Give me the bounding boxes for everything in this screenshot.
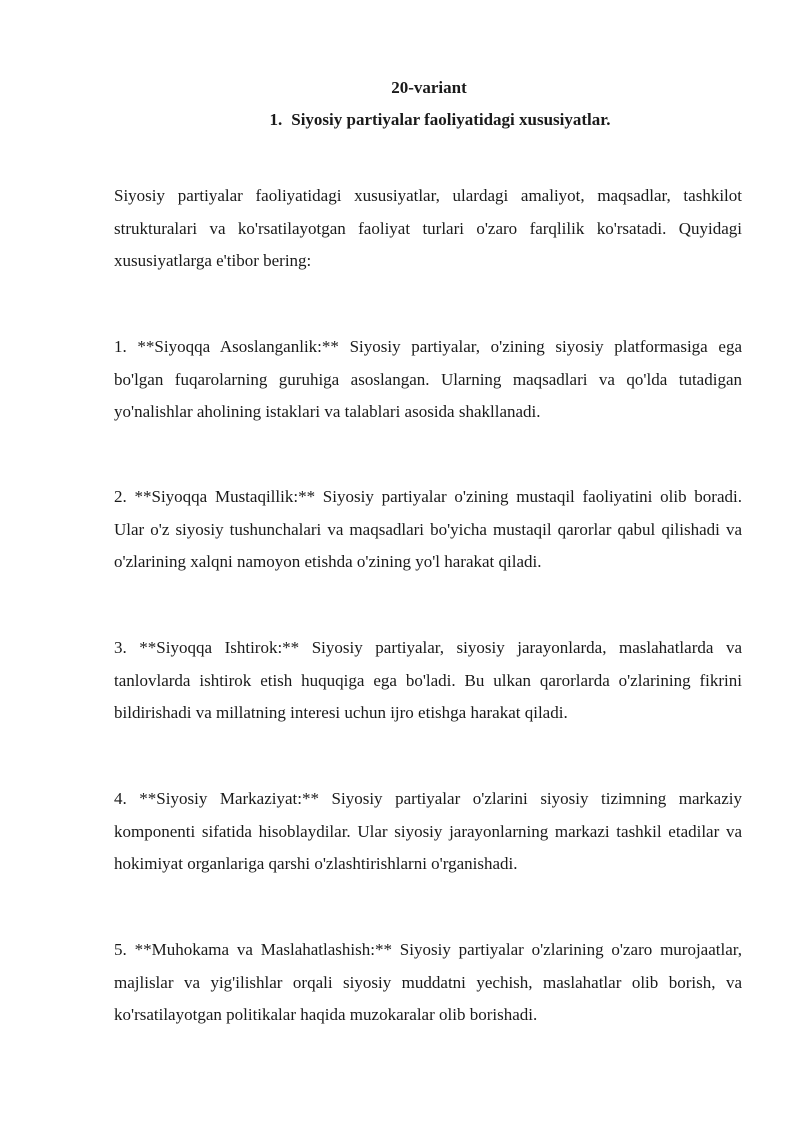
section-heading xyxy=(0,109,800,131)
intro-paragraph: Siyosiy partiyalar faoliyatidagi xususiyatlar, ulardagi amaliyot, maqsadlar, tashkilot strukturalari va ko'rsatilayotgan faoliyat turlari o'zaro farqlilik ko'rsatadi. Quyidagi xususiyatlarga e'tibor bering: xyxy=(114,186,742,270)
section-heading-text: Siyosiy partiyalar faoliyatidagi xususiyatlar. xyxy=(291,110,611,129)
section-number: 1. xyxy=(269,110,283,129)
list-paragraph: 1. **Siyoqqa Asoslanganlik:** Siyosiy partiyalar, o'zining siyosiy platformasiga ega bo'lgan fuqarolarning guruhiga asoslangan. Ularning maqsadlari va qo'lda tutadigan yo'nalishlar aholining istaklari va talablari asosida shakllanadi. xyxy=(114,337,742,421)
variant-title: 20-variant xyxy=(391,78,467,97)
list-paragraph: 4. **Siyosiy Markaziyat:** Siyosiy partiyalar o'zlarini siyosiy tizimning markaziy komponenti sifatida hisoblaydilar. Ular siyosiy jarayonlarning markazi tashkil etadilar va hokimiyat organlariga qarshi o'zlashtirishlarni o'rganishadi. xyxy=(114,789,742,873)
list-paragraph: 5. **Muhokama va Maslahatlashish:** Siyosiy partiyalar o'zlarining o'zaro murojaatlar, majlislar va yig'ilishlar orqali siyosiy muddatni yechish, maslahatlar olib borish, va ko'rsatilayotgan politikalar haqida muzokaralar olib borishadi. xyxy=(114,940,742,1024)
list-paragraph: 3. **Siyoqqa Ishtirok:** Siyosiy partiyalar, siyosiy jarayonlarda, maslahatlarda va tanlovlarda ishtirok etish huquqiga ega bo'ladi. Bu ulkan qarorlarda o'zlarining fikrini bildirishadi va millatning interesi uchun ijro etishga harakat qiladi. xyxy=(114,638,742,722)
list-paragraph: 2. **Siyoqqa Mustaqillik:** Siyosiy partiyalar o'zining mustaqil faoliyatini olib boradi. Ular o'z siyosiy tushunchalari va maqsadlari bo'yicha mustaqil qarorlar qabul qilishadi va o'zlarining xalqni namoyon etishda o'zining yo'l harakat qiladi. xyxy=(114,487,742,571)
